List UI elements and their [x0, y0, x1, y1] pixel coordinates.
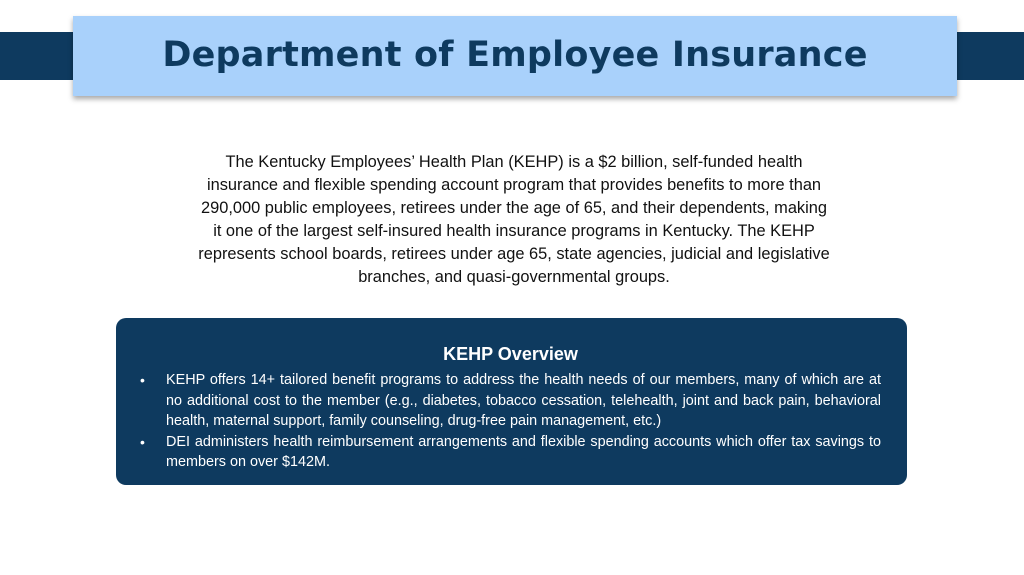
bullet-item [140, 370, 881, 432]
title-box [73, 16, 957, 96]
bullet-text: KEHP offers 14+ tailored benefit programs to address the health needs of our members, many of which are at no additional cost to the member (e.g., diabetes, tobacco cessation, telehealth, joint and back pain, behavioral health, maternal support, family counseling, drug-free pain management, etc.) [166, 372, 881, 429]
overview-title: KEHP Overview [443, 344, 578, 364]
overview-panel [116, 318, 907, 485]
bullet-item [140, 432, 881, 473]
bullet-marker: • [140, 372, 145, 388]
bullet-text: DEI administers health reimbursement arrangements and flexible spending accounts which offer tax savings to members on over $142M. [166, 433, 881, 470]
page-title: Department of Employee Insurance [162, 35, 868, 75]
bullet-marker: • [140, 433, 145, 450]
overview-bullet-list [140, 370, 881, 473]
intro-paragraph: The Kentucky Employees’ Health Plan (KEHP) is a $2 billion, self-funded health insurance and flexible spending account program that provides benefits to more than 290,000 public employees, retirees under the age of 65, and their dependents, making it one of the largest self-insured health insurance programs in Kentucky. The KEHP represents school boards, retirees under age 65, state agencies, judicial and legislative branches, and quasi-governmental groups. [198, 153, 830, 286]
